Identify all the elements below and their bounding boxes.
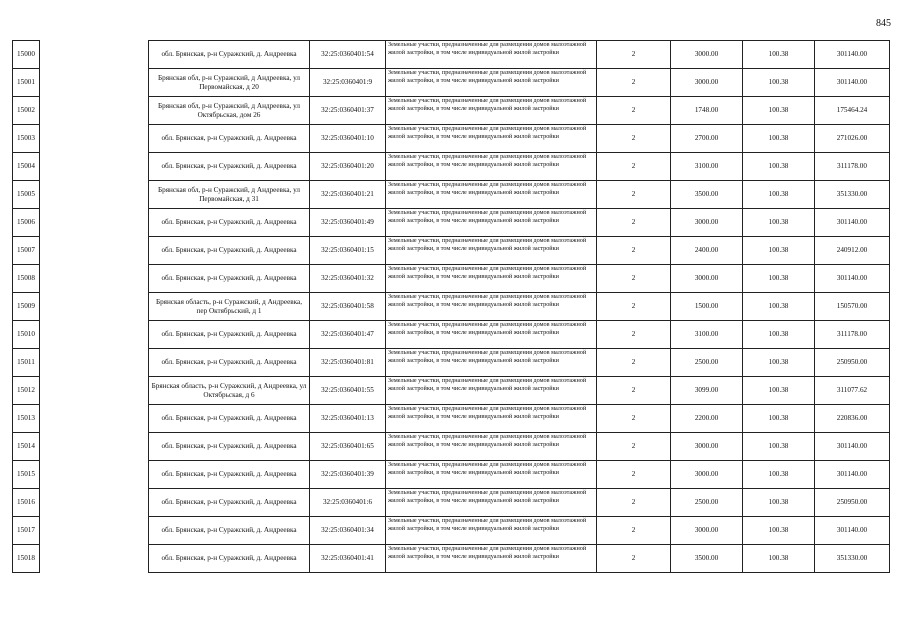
spacer-cell xyxy=(40,517,149,545)
specific-value-cell: 100.38 xyxy=(743,321,815,349)
specific-value-cell: 100.38 xyxy=(743,125,815,153)
cadastral-number-cell: 32:25:0360401:54 xyxy=(310,41,386,69)
row-number-cell: 15014 xyxy=(13,433,40,461)
table-row xyxy=(13,517,890,545)
cadastral-value-cell: 301140.00 xyxy=(815,433,890,461)
specific-value-cell: 100.38 xyxy=(743,545,815,573)
spacer-cell xyxy=(40,209,149,237)
group-code-cell: 2 xyxy=(597,405,671,433)
group-code-cell: 2 xyxy=(597,153,671,181)
row-number-cell: 15009 xyxy=(13,293,40,321)
cadastral-value-cell: 301140.00 xyxy=(815,209,890,237)
cadastral-number-cell: 32:25:0360401:13 xyxy=(310,405,386,433)
cadastral-value-cell: 311178.00 xyxy=(815,321,890,349)
table-row xyxy=(13,489,890,517)
area-cell: 3100.00 xyxy=(671,153,743,181)
table-row xyxy=(13,237,890,265)
table-row xyxy=(13,545,890,573)
land-use-cell: Земельные участки, предназначенные для размещения домов малоэтажной жилой застройки, в том числе индивидуальной жилой застройки xyxy=(386,97,597,125)
row-number-cell: 15000 xyxy=(13,41,40,69)
group-code-cell: 2 xyxy=(597,517,671,545)
specific-value-cell: 100.38 xyxy=(743,377,815,405)
spacer-cell xyxy=(40,433,149,461)
group-code-cell: 2 xyxy=(597,209,671,237)
table-row xyxy=(13,153,890,181)
specific-value-cell: 100.38 xyxy=(743,153,815,181)
table-row xyxy=(13,433,890,461)
cadastral-number-cell: 32:25:0360401:34 xyxy=(310,517,386,545)
specific-value-cell: 100.38 xyxy=(743,181,815,209)
land-use-cell: Земельные участки, предназначенные для размещения домов малоэтажной жилой застройки, в том числе индивидуальной жилой застройки xyxy=(386,41,597,69)
land-use-cell: Земельные участки, предназначенные для размещения домов малоэтажной жилой застройки, в том числе индивидуальной жилой застройки xyxy=(386,237,597,265)
cadastral-number-cell: 32:25:0360401:6 xyxy=(310,489,386,517)
row-number-cell: 15008 xyxy=(13,265,40,293)
address-cell: обл. Брянская, р-н Суражский, д. Андреевка xyxy=(149,153,310,181)
table-row xyxy=(13,461,890,489)
spacer-cell xyxy=(40,237,149,265)
area-cell: 3099.00 xyxy=(671,377,743,405)
spacer-cell xyxy=(40,489,149,517)
group-code-cell: 2 xyxy=(597,433,671,461)
area-cell: 3500.00 xyxy=(671,545,743,573)
cadastral-value-cell: 301140.00 xyxy=(815,461,890,489)
address-cell: обл. Брянская, р-н Суражский, д. Андреевка xyxy=(149,125,310,153)
table-body xyxy=(13,41,890,573)
table-row xyxy=(13,97,890,125)
address-cell: Брянская область, р-н Суражский, д Андреевка, пер Октябрьский, д 1 xyxy=(149,293,310,321)
group-code-cell: 2 xyxy=(597,265,671,293)
area-cell: 3100.00 xyxy=(671,321,743,349)
row-number-cell: 15010 xyxy=(13,321,40,349)
row-number-cell: 15013 xyxy=(13,405,40,433)
land-use-cell: Земельные участки, предназначенные для размещения домов малоэтажной жилой застройки, в том числе индивидуальной жилой застройки xyxy=(386,433,597,461)
area-cell: 2400.00 xyxy=(671,237,743,265)
group-code-cell: 2 xyxy=(597,461,671,489)
cadastral-number-cell: 32:25:0360401:20 xyxy=(310,153,386,181)
specific-value-cell: 100.38 xyxy=(743,405,815,433)
group-code-cell: 2 xyxy=(597,489,671,517)
address-cell: Брянская обл, р-н Суражский, д Андреевка, ул Первомайская, д 31 xyxy=(149,181,310,209)
address-cell: обл. Брянская, р-н Суражский, д. Андреевка xyxy=(149,349,310,377)
cadastral-number-cell: 32:25:0360401:21 xyxy=(310,181,386,209)
address-cell: обл. Брянская, р-н Суражский, д. Андреевка xyxy=(149,405,310,433)
row-number-cell: 15003 xyxy=(13,125,40,153)
specific-value-cell: 100.38 xyxy=(743,489,815,517)
address-cell: обл. Брянская, р-н Суражский, д. Андреевка xyxy=(149,321,310,349)
address-cell: обл. Брянская, р-н Суражский, д. Андреевка xyxy=(149,517,310,545)
area-cell: 3000.00 xyxy=(671,69,743,97)
cadastral-number-cell: 32:25:0360401:10 xyxy=(310,125,386,153)
row-number-cell: 15018 xyxy=(13,545,40,573)
area-cell: 1500.00 xyxy=(671,293,743,321)
spacer-cell xyxy=(40,293,149,321)
table-row xyxy=(13,265,890,293)
address-cell: обл. Брянская, р-н Суражский, д. Андреевка xyxy=(149,209,310,237)
spacer-cell xyxy=(40,349,149,377)
group-code-cell: 2 xyxy=(597,97,671,125)
address-cell: обл. Брянская, р-н Суражский, д. Андреевка xyxy=(149,41,310,69)
cadastral-value-cell: 351330.00 xyxy=(815,545,890,573)
address-cell: Брянская область, р-н Суражский, д Андреевка, ул Октябрьская, д 6 xyxy=(149,377,310,405)
cadastral-number-cell: 32:25:0360401:15 xyxy=(310,237,386,265)
specific-value-cell: 100.38 xyxy=(743,69,815,97)
cadastral-value-cell: 311077.62 xyxy=(815,377,890,405)
cadastral-value-cell: 250950.00 xyxy=(815,349,890,377)
row-number-cell: 15012 xyxy=(13,377,40,405)
specific-value-cell: 100.38 xyxy=(743,461,815,489)
cadastral-value-cell: 175464.24 xyxy=(815,97,890,125)
address-cell: Брянская обл, р-н Суражский, д Андреевка, ул Первомайская, д 20 xyxy=(149,69,310,97)
address-cell: обл. Брянская, р-н Суражский, д. Андреевка xyxy=(149,489,310,517)
cadastral-number-cell: 32:25:0360401:37 xyxy=(310,97,386,125)
cadastral-number-cell: 32:25:0360401:41 xyxy=(310,545,386,573)
specific-value-cell: 100.38 xyxy=(743,293,815,321)
specific-value-cell: 100.38 xyxy=(743,265,815,293)
cadastral-number-cell: 32:25:0360401:65 xyxy=(310,433,386,461)
specific-value-cell: 100.38 xyxy=(743,209,815,237)
area-cell: 2700.00 xyxy=(671,125,743,153)
cadastral-value-cell: 351330.00 xyxy=(815,181,890,209)
row-number-cell: 15002 xyxy=(13,97,40,125)
specific-value-cell: 100.38 xyxy=(743,433,815,461)
area-cell: 3000.00 xyxy=(671,433,743,461)
specific-value-cell: 100.38 xyxy=(743,41,815,69)
row-number-cell: 15007 xyxy=(13,237,40,265)
specific-value-cell: 100.38 xyxy=(743,517,815,545)
row-number-cell: 15017 xyxy=(13,517,40,545)
row-number-cell: 15016 xyxy=(13,489,40,517)
group-code-cell: 2 xyxy=(597,377,671,405)
specific-value-cell: 100.38 xyxy=(743,349,815,377)
cadastral-number-cell: 32:25:0360401:58 xyxy=(310,293,386,321)
address-cell: обл. Брянская, р-н Суражский, д. Андреевка xyxy=(149,237,310,265)
cadastral-number-cell: 32:25:0360401:47 xyxy=(310,321,386,349)
land-use-cell: Земельные участки, предназначенные для размещения домов малоэтажной жилой застройки, в том числе индивидуальной жилой застройки xyxy=(386,209,597,237)
address-cell: обл. Брянская, р-н Суражский, д. Андреевка xyxy=(149,265,310,293)
area-cell: 3000.00 xyxy=(671,209,743,237)
area-cell: 2500.00 xyxy=(671,349,743,377)
group-code-cell: 2 xyxy=(597,41,671,69)
spacer-cell xyxy=(40,153,149,181)
row-number-cell: 15006 xyxy=(13,209,40,237)
area-cell: 2500.00 xyxy=(671,489,743,517)
cadastral-value-cell: 271026.00 xyxy=(815,125,890,153)
land-use-cell: Земельные участки, предназначенные для размещения домов малоэтажной жилой застройки, в том числе индивидуальной жилой застройки xyxy=(386,69,597,97)
address-cell: обл. Брянская, р-н Суражский, д. Андреевка xyxy=(149,433,310,461)
cadastral-value-cell: 220836.00 xyxy=(815,405,890,433)
cadastral-value-table xyxy=(12,40,890,573)
cadastral-value-cell: 301140.00 xyxy=(815,69,890,97)
cadastral-value-cell: 150570.00 xyxy=(815,293,890,321)
table-row xyxy=(13,321,890,349)
cadastral-number-cell: 32:25:0360401:49 xyxy=(310,209,386,237)
land-use-cell: Земельные участки, предназначенные для размещения домов малоэтажной жилой застройки, в том числе индивидуальной жилой застройки xyxy=(386,489,597,517)
cadastral-number-cell: 32:25:0360401:32 xyxy=(310,265,386,293)
land-use-cell: Земельные участки, предназначенные для размещения домов малоэтажной жилой застройки, в том числе индивидуальной жилой застройки xyxy=(386,153,597,181)
spacer-cell xyxy=(40,181,149,209)
specific-value-cell: 100.38 xyxy=(743,97,815,125)
table-row xyxy=(13,377,890,405)
row-number-cell: 15004 xyxy=(13,153,40,181)
row-number-cell: 15005 xyxy=(13,181,40,209)
spacer-cell xyxy=(40,321,149,349)
spacer-cell xyxy=(40,377,149,405)
table-row xyxy=(13,209,890,237)
cadastral-value-cell: 240912.00 xyxy=(815,237,890,265)
area-cell: 3000.00 xyxy=(671,41,743,69)
row-number-cell: 15015 xyxy=(13,461,40,489)
land-use-cell: Земельные участки, предназначенные для размещения домов малоэтажной жилой застройки, в том числе индивидуальной жилой застройки xyxy=(386,545,597,573)
area-cell: 1748.00 xyxy=(671,97,743,125)
cadastral-number-cell: 32:25:0360401:55 xyxy=(310,377,386,405)
address-cell: обл. Брянская, р-н Суражский, д. Андреевка xyxy=(149,461,310,489)
cadastral-value-cell: 311178.00 xyxy=(815,153,890,181)
group-code-cell: 2 xyxy=(597,293,671,321)
cadastral-value-cell: 301140.00 xyxy=(815,41,890,69)
area-cell: 3500.00 xyxy=(671,181,743,209)
area-cell: 3000.00 xyxy=(671,265,743,293)
table-row xyxy=(13,405,890,433)
group-code-cell: 2 xyxy=(597,349,671,377)
spacer-cell xyxy=(40,97,149,125)
spacer-cell xyxy=(40,265,149,293)
land-use-cell: Земельные участки, предназначенные для размещения домов малоэтажной жилой застройки, в том числе индивидуальной жилой застройки xyxy=(386,461,597,489)
area-cell: 3000.00 xyxy=(671,517,743,545)
cadastral-number-cell: 32:25:0360401:39 xyxy=(310,461,386,489)
land-use-cell: Земельные участки, предназначенные для размещения домов малоэтажной жилой застройки, в том числе индивидуальной жилой застройки xyxy=(386,293,597,321)
row-number-cell: 15011 xyxy=(13,349,40,377)
table-row xyxy=(13,41,890,69)
address-cell: обл. Брянская, р-н Суражский, д. Андреевка xyxy=(149,545,310,573)
table-row xyxy=(13,69,890,97)
spacer-cell xyxy=(40,69,149,97)
specific-value-cell: 100.38 xyxy=(743,237,815,265)
spacer-cell xyxy=(40,461,149,489)
spacer-cell xyxy=(40,125,149,153)
table-row xyxy=(13,293,890,321)
cadastral-value-cell: 250950.00 xyxy=(815,489,890,517)
land-use-cell: Земельные участки, предназначенные для размещения домов малоэтажной жилой застройки, в том числе индивидуальной жилой застройки xyxy=(386,125,597,153)
land-use-cell: Земельные участки, предназначенные для размещения домов малоэтажной жилой застройки, в том числе индивидуальной жилой застройки xyxy=(386,181,597,209)
land-use-cell: Земельные участки, предназначенные для размещения домов малоэтажной жилой застройки, в том числе индивидуальной жилой застройки xyxy=(386,405,597,433)
address-cell: Брянская обл, р-н Суражский, д Андреевка, ул Октябрьская, дом 26 xyxy=(149,97,310,125)
group-code-cell: 2 xyxy=(597,545,671,573)
cadastral-number-cell: 32:25:0360401:9 xyxy=(310,69,386,97)
cadastral-value-cell: 301140.00 xyxy=(815,517,890,545)
group-code-cell: 2 xyxy=(597,237,671,265)
group-code-cell: 2 xyxy=(597,69,671,97)
land-use-cell: Земельные участки, предназначенные для размещения домов малоэтажной жилой застройки, в том числе индивидуальной жилой застройки xyxy=(386,377,597,405)
group-code-cell: 2 xyxy=(597,125,671,153)
spacer-cell xyxy=(40,545,149,573)
cadastral-number-cell: 32:25:0360401:81 xyxy=(310,349,386,377)
land-use-cell: Земельные участки, предназначенные для размещения домов малоэтажной жилой застройки, в том числе индивидуальной жилой застройки xyxy=(386,265,597,293)
cadastral-value-cell: 301140.00 xyxy=(815,265,890,293)
group-code-cell: 2 xyxy=(597,181,671,209)
table-row xyxy=(13,181,890,209)
table-row xyxy=(13,349,890,377)
group-code-cell: 2 xyxy=(597,321,671,349)
area-cell: 2200.00 xyxy=(671,405,743,433)
row-number-cell: 15001 xyxy=(13,69,40,97)
spacer-cell xyxy=(40,41,149,69)
land-use-cell: Земельные участки, предназначенные для размещения домов малоэтажной жилой застройки, в том числе индивидуальной жилой застройки xyxy=(386,349,597,377)
land-use-cell: Земельные участки, предназначенные для размещения домов малоэтажной жилой застройки, в том числе индивидуальной жилой застройки xyxy=(386,321,597,349)
area-cell: 3000.00 xyxy=(671,461,743,489)
spacer-cell xyxy=(40,405,149,433)
page-number: 845 xyxy=(876,18,891,29)
table-row xyxy=(13,125,890,153)
land-use-cell: Земельные участки, предназначенные для размещения домов малоэтажной жилой застройки, в том числе индивидуальной жилой застройки xyxy=(386,517,597,545)
